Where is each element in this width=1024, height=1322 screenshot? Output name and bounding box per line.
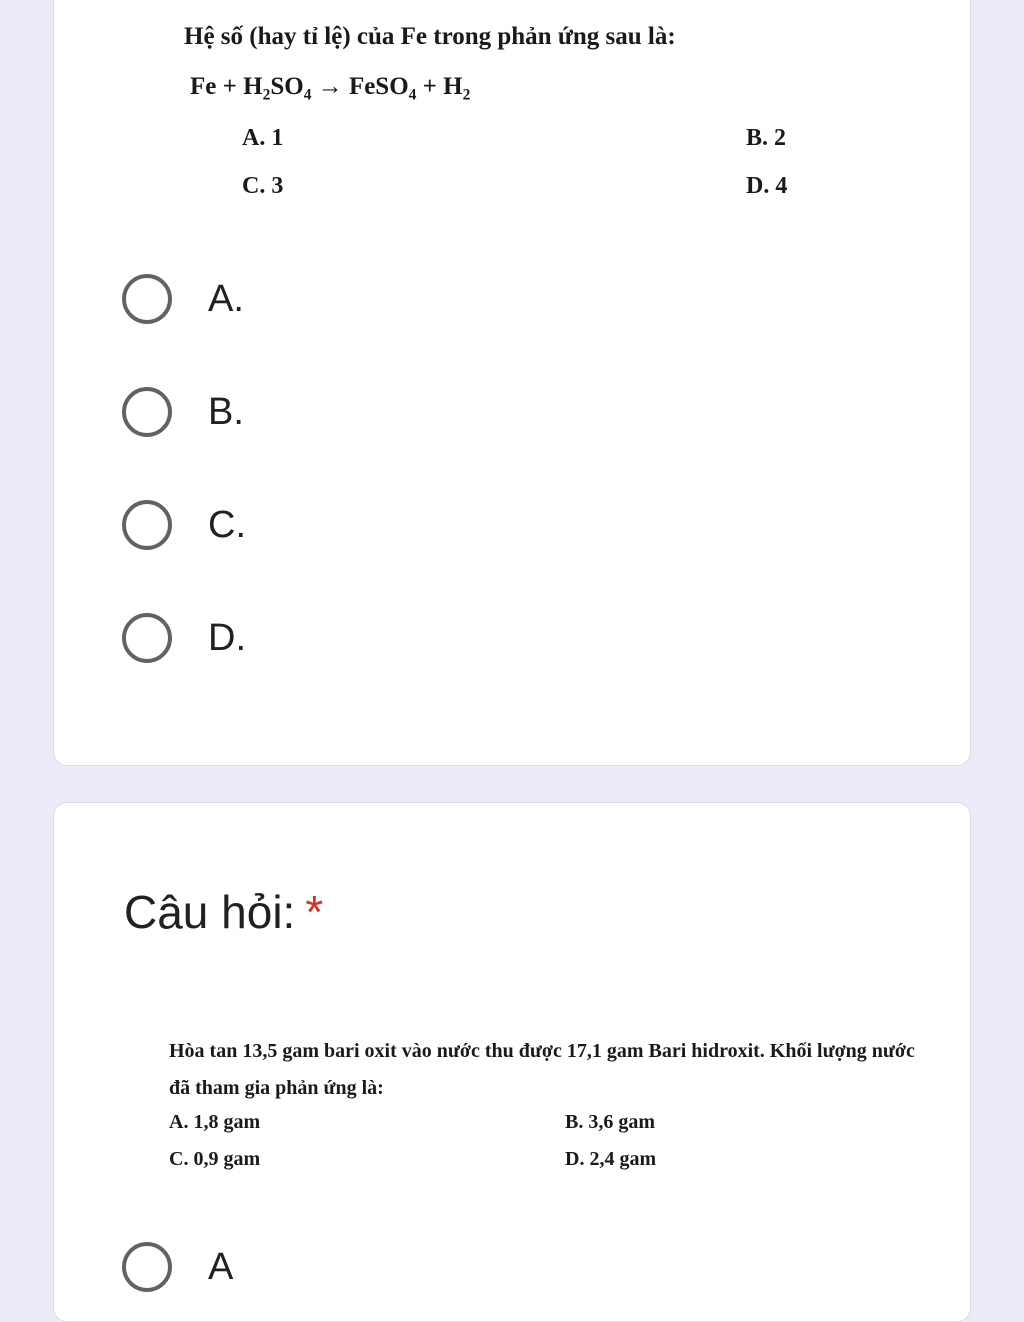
- option-b-text-2: B. 3,6 gam: [565, 1111, 655, 1133]
- option-c-text: C. 3: [242, 173, 284, 199]
- chemical-equation: $Fe + H_2SO_4$ → FeSO$_4$ + $H_2$: [190, 73, 471, 104]
- choice-c[interactable]: [122, 495, 246, 555]
- option-a-text-2: A. 1,8 gam: [169, 1111, 261, 1133]
- choice-a-2[interactable]: [122, 1237, 233, 1297]
- option-a-text: A. 1: [242, 125, 284, 151]
- option-b-text: B. 2: [746, 125, 787, 151]
- question-title: Câu hỏi: *: [124, 886, 324, 938]
- radio-button-a[interactable]: [122, 274, 172, 324]
- radio-button-c[interactable]: [122, 500, 172, 550]
- choice-d-label: D.: [208, 616, 246, 659]
- question-text: Hệ số (hay tỉ lệ) của Fe trong phản ứng sau là:: [184, 23, 676, 50]
- choice-a[interactable]: [122, 269, 244, 329]
- choice-d[interactable]: [122, 608, 246, 668]
- question-card-2: [53, 802, 971, 1322]
- choice-a-label: A.: [208, 277, 244, 320]
- choice-b-label: B.: [208, 390, 244, 433]
- option-d-text: D. 4: [746, 173, 788, 199]
- required-asterisk: *: [305, 886, 324, 938]
- radio-button-a-2[interactable]: [122, 1242, 172, 1292]
- question-text-2: Hòa tan 13,5 gam bari oxit vào nước thu được 17,1 gam Bari hidroxit. Khối lượng nước đã tham gia phản ứng là:: [169, 1040, 915, 1099]
- question-image-1: [184, 0, 884, 211]
- choice-c-label: C.: [208, 503, 246, 546]
- option-c-text-2: C. 0,9 gam: [169, 1148, 261, 1170]
- option-d-text-2: D. 2,4 gam: [565, 1148, 657, 1170]
- question-image-2: [169, 1033, 929, 1183]
- question-card-1: [53, 0, 971, 766]
- choice-b[interactable]: [122, 382, 244, 442]
- radio-button-d[interactable]: [122, 613, 172, 663]
- choice-a-label-2: A: [208, 1245, 234, 1288]
- radio-button-b[interactable]: [122, 387, 172, 437]
